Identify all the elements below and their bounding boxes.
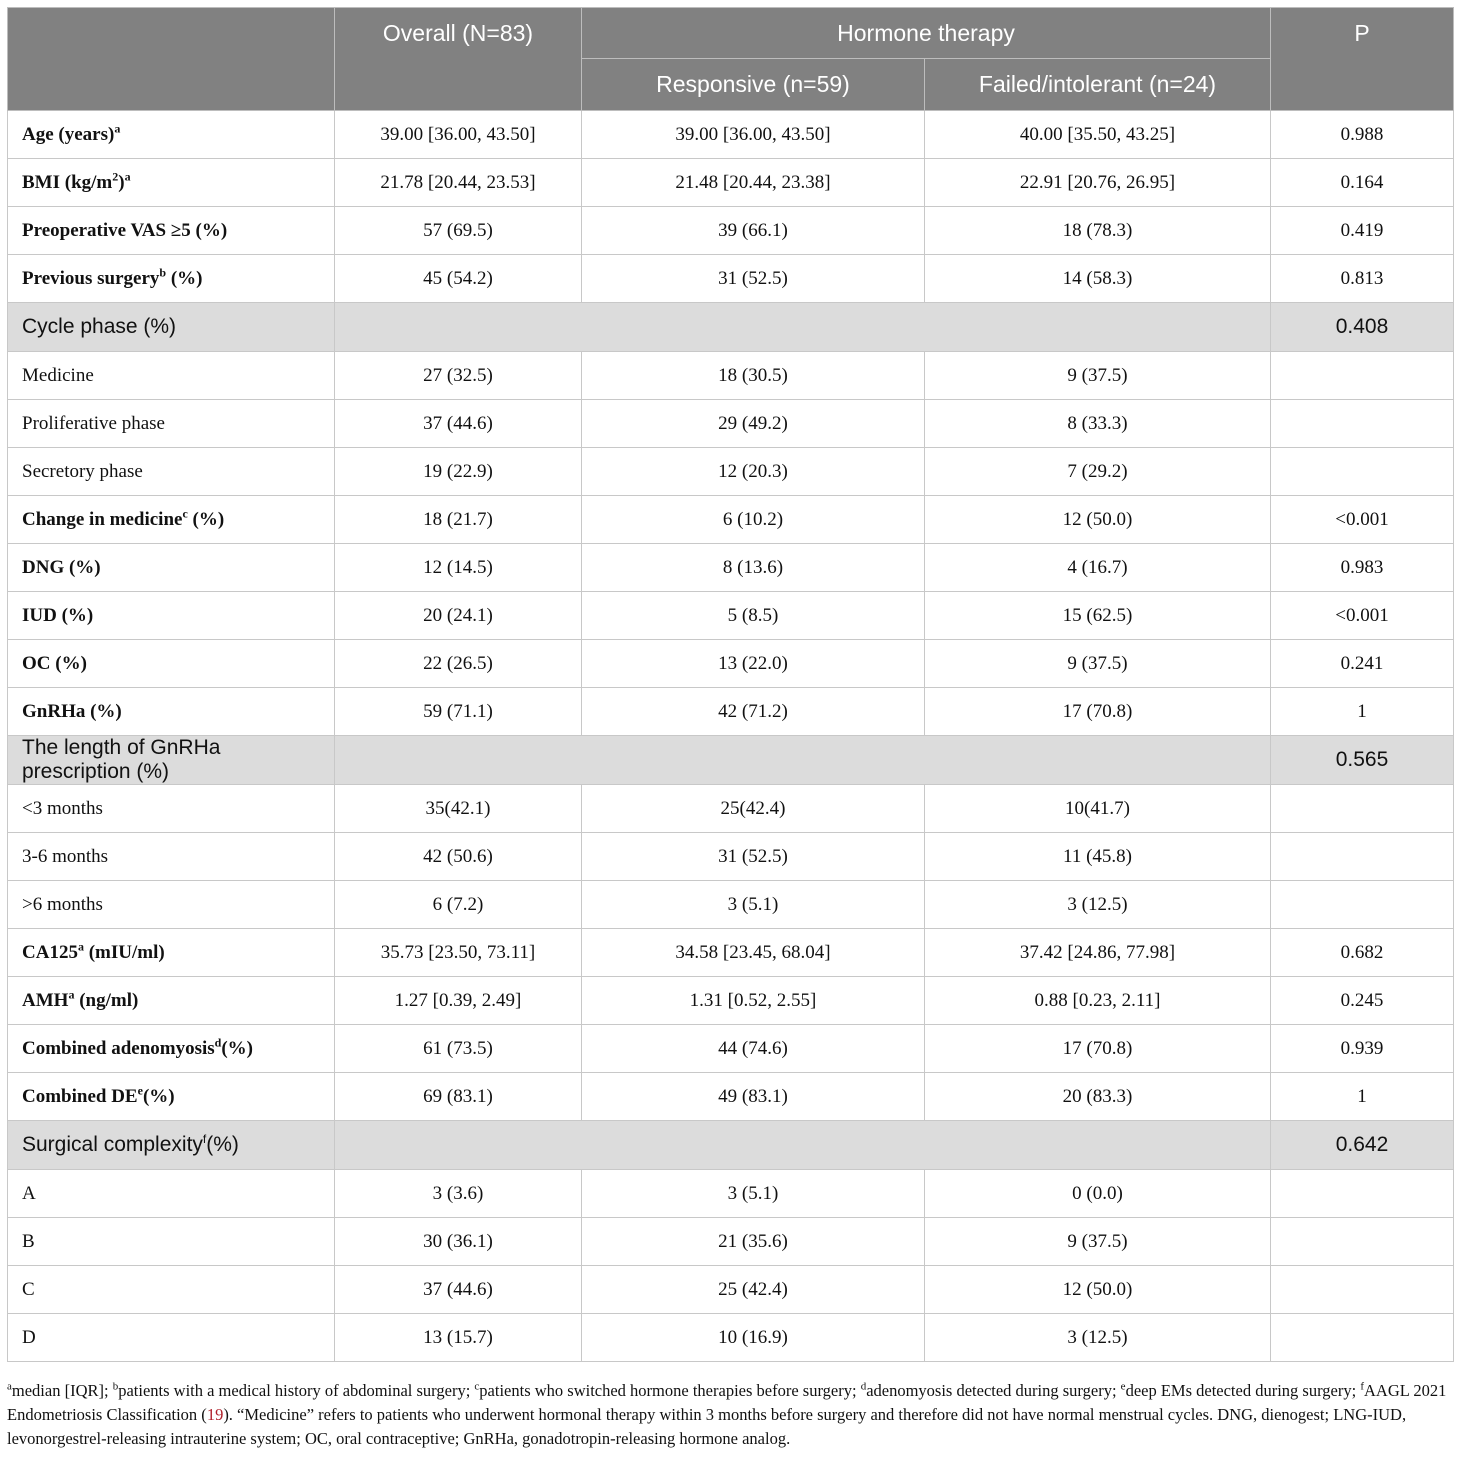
row-label-cell [8,1073,335,1121]
row-label: <3 months [22,797,103,819]
footnote-marker-b: b [112,1380,119,1393]
table-row [8,1266,1454,1314]
table-row [8,400,1454,448]
row-label-suffix: (%) [142,1085,175,1107]
responsive-cell: 8 (13.6) [582,544,925,592]
p-value-cell: 0.408 [1271,303,1454,352]
row-label-suffix: (%) [206,1133,239,1156]
row-label-suffix: (ng/ml) [74,989,139,1011]
overall-cell: 42 (50.6) [335,833,582,881]
row-label: Surgical complexity [22,1133,203,1156]
row-label-cell [8,111,335,159]
failed-cell: 18 (78.3) [925,207,1271,255]
responsive-cell: 34.58 [23.45, 68.04] [582,929,925,977]
responsive-cell: 25 (42.4) [582,1266,925,1314]
table-row [8,352,1454,400]
p-value-cell [1271,833,1454,881]
failed-cell: 37.42 [24.86, 77.98] [925,929,1271,977]
failed-cell: 11 (45.8) [925,833,1271,881]
p-value-cell: <0.001 [1271,592,1454,640]
table-header [8,8,1454,111]
table-row [8,592,1454,640]
footnote-marker-e: e [1120,1380,1126,1393]
responsive-cell: 6 (10.2) [582,496,925,544]
row-label: GnRHa (%) [22,700,122,722]
header-p-value: P [1271,8,1454,111]
failed-cell: 10(41.7) [925,785,1271,833]
responsive-cell: 12 (20.3) [582,448,925,496]
header-overall: Overall (N=83) [335,8,582,111]
row-label-suffix: ) [118,171,125,193]
failed-cell: 12 (50.0) [925,1266,1271,1314]
responsive-cell: 3 (5.1) [582,881,925,929]
overall-cell: 61 (73.5) [335,1025,582,1073]
failed-cell: 0 (0.0) [925,1170,1271,1218]
header-blank-cell [8,8,335,111]
responsive-cell: 31 (52.5) [582,833,925,881]
overall-cell: 20 (24.1) [335,592,582,640]
row-label-suffix: (mIU/ml) [83,941,165,963]
responsive-cell: 25(42.4) [582,785,925,833]
p-value-cell: 0.988 [1271,111,1454,159]
row-label-cell [8,159,335,207]
header-failed-intolerant: Failed/intolerant (n=24) [925,59,1271,111]
footnote-e: deep EMs detected during surgery; [1125,1381,1361,1400]
failed-cell: 9 (37.5) [925,1218,1271,1266]
row-label: B [22,1230,35,1252]
p-value-cell: <0.001 [1271,496,1454,544]
table-row [8,544,1454,592]
row-label-cell [8,736,335,785]
row-label-superscript: d [214,1035,222,1050]
p-value-cell [1271,352,1454,400]
failed-cell: 9 (37.5) [925,352,1271,400]
row-label: BMI (kg/m [22,171,113,193]
table-row [8,640,1454,688]
row-label-cell [8,929,335,977]
responsive-cell: 49 (83.1) [582,1073,925,1121]
table-row [8,785,1454,833]
p-value-cell: 0.939 [1271,1025,1454,1073]
p-value-cell: 0.164 [1271,159,1454,207]
table-row [8,833,1454,881]
row-label: A [22,1182,36,1204]
p-value-cell: 0.241 [1271,640,1454,688]
table-footnote [7,1379,1457,1451]
row-label: >6 months [22,893,103,915]
row-label: DNG (%) [22,556,101,578]
row-label: Medicine [22,364,94,386]
overall-cell: 37 (44.6) [335,400,582,448]
row-label: D [22,1326,36,1348]
overall-cell: 30 (36.1) [335,1218,582,1266]
footnote-marker-f: f [1360,1380,1364,1393]
responsive-cell: 31 (52.5) [582,255,925,303]
p-value-cell: 0.245 [1271,977,1454,1025]
row-label-cell [8,1266,335,1314]
section-row [8,303,1454,352]
failed-cell: 4 (16.7) [925,544,1271,592]
footnote-marker-d: d [860,1380,867,1393]
table-row [8,496,1454,544]
row-label-cell [8,785,335,833]
row-label-cell [8,207,335,255]
row-label-superscript: b [159,265,167,280]
footnote-marker-a: a [7,1380,12,1393]
row-label-superscript: 2 [112,169,119,184]
row-label-cell [8,352,335,400]
row-label: OC (%) [22,652,87,674]
overall-cell: 27 (32.5) [335,352,582,400]
p-value-cell: 0.642 [1271,1121,1454,1170]
p-value-cell [1271,448,1454,496]
row-label-superscript: a [77,939,84,954]
table-row [8,688,1454,736]
overall-cell: 45 (54.2) [335,255,582,303]
responsive-cell: 39 (66.1) [582,207,925,255]
failed-cell: 12 (50.0) [925,496,1271,544]
row-label-suffix: (%) [166,267,203,289]
row-label: AMH [22,989,69,1011]
table-row [8,1314,1454,1362]
row-label: Combined DE [22,1085,138,1107]
table-row [8,448,1454,496]
table-row [8,1073,1454,1121]
table-row [8,929,1454,977]
p-value-cell: 1 [1271,688,1454,736]
failed-cell: 40.00 [35.50, 43.25] [925,111,1271,159]
row-label-superscript: a [68,987,75,1002]
overall-cell: 57 (69.5) [335,207,582,255]
row-label-cell [8,1121,335,1170]
p-value-cell [1271,1170,1454,1218]
responsive-cell: 39.00 [36.00, 43.50] [582,111,925,159]
row-label-superscript: f [202,1132,207,1146]
failed-cell: 8 (33.3) [925,400,1271,448]
overall-cell: 19 (22.9) [335,448,582,496]
overall-cell: 39.00 [36.00, 43.50] [335,111,582,159]
failed-cell: 22.91 [20.76, 26.95] [925,159,1271,207]
table-row [8,977,1454,1025]
overall-cell: 1.27 [0.39, 2.49] [335,977,582,1025]
p-value-cell [1271,881,1454,929]
responsive-cell: 13 (22.0) [582,640,925,688]
overall-cell: 35.73 [23.50, 73.11] [335,929,582,977]
p-value-cell [1271,785,1454,833]
row-label-cell [8,255,335,303]
overall-cell: 37 (44.6) [335,1266,582,1314]
row-label-cell [8,640,335,688]
row-label: Age (years) [22,123,115,145]
p-value-cell [1271,1218,1454,1266]
section-spacer [335,303,1271,352]
failed-cell: 9 (37.5) [925,640,1271,688]
table-row [8,881,1454,929]
row-label-superscript: c [182,506,188,521]
failed-cell: 3 (12.5) [925,881,1271,929]
row-label-superscript: a [124,169,131,184]
table-body [8,111,1454,1362]
responsive-cell: 21 (35.6) [582,1218,925,1266]
row-label-cell [8,448,335,496]
responsive-cell: 18 (30.5) [582,352,925,400]
footnote-rest: ). “Medicine” refers to patients who underwent hormonal therapy within 3 months before surgery and therefore did not have normal menstrual cycles. DNG, dienogest; LNG-IUD, levonorgestrel-releasing intrauterine system; OC, oral contraceptive; GnRHa, gonadotropin-releasing hormone analog. [7,1405,1407,1448]
overall-cell: 21.78 [20.44, 23.53] [335,159,582,207]
failed-cell: 3 (12.5) [925,1314,1271,1362]
baseline-characteristics-table [7,7,1454,1362]
row-label-cell [8,881,335,929]
overall-cell: 35(42.1) [335,785,582,833]
data-table-container [7,7,1453,1362]
overall-cell: 22 (26.5) [335,640,582,688]
p-value-cell: 0.565 [1271,736,1454,785]
row-label-cell [8,688,335,736]
overall-cell: 3 (3.6) [335,1170,582,1218]
failed-cell: 0.88 [0.23, 2.11] [925,977,1271,1025]
table-row [8,1170,1454,1218]
table-row [8,111,1454,159]
failed-cell: 7 (29.2) [925,448,1271,496]
responsive-cell: 5 (8.5) [582,592,925,640]
responsive-cell: 10 (16.9) [582,1314,925,1362]
footnote-c: patients who switched hormone therapies before surgery; [479,1381,861,1400]
row-label: Cycle phase (%) [22,315,177,338]
footnote-f: AAGL 2021 Endometriosis Classification ( [7,1381,1447,1424]
section-spacer [335,736,1271,785]
p-value-cell [1271,1266,1454,1314]
row-label-cell [8,833,335,881]
row-label-cell [8,1314,335,1362]
overall-cell: 12 (14.5) [335,544,582,592]
row-label: Previous surgery [22,267,160,289]
row-label-cell [8,400,335,448]
responsive-cell: 1.31 [0.52, 2.55] [582,977,925,1025]
section-row [8,736,1454,785]
row-label: 3-6 months [22,845,109,867]
header-hormone-therapy: Hormone therapy [582,8,1271,59]
responsive-cell: 44 (74.6) [582,1025,925,1073]
p-value-cell: 1 [1271,1073,1454,1121]
p-value-cell [1271,400,1454,448]
row-label-cell [8,1025,335,1073]
table-row [8,159,1454,207]
row-label: Change in medicine [22,508,183,530]
row-label-cell [8,544,335,592]
row-label-cell [8,592,335,640]
failed-cell: 15 (62.5) [925,592,1271,640]
overall-cell: 6 (7.2) [335,881,582,929]
responsive-cell: 3 (5.1) [582,1170,925,1218]
responsive-cell: 42 (71.2) [582,688,925,736]
row-label-cell [8,1170,335,1218]
p-value-cell [1271,1314,1454,1362]
row-label-cell [8,1218,335,1266]
p-value-cell: 0.813 [1271,255,1454,303]
p-value-cell: 0.419 [1271,207,1454,255]
table-row [8,1025,1454,1073]
row-label: CA125 [22,941,78,963]
row-label: Proliferative phase [22,412,165,434]
overall-cell: 69 (83.1) [335,1073,582,1121]
row-label-suffix: (%) [221,1037,254,1059]
overall-cell: 59 (71.1) [335,688,582,736]
failed-cell: 17 (70.8) [925,1025,1271,1073]
row-label-superscript: a [114,121,121,136]
row-label-cell [8,496,335,544]
section-row [8,1121,1454,1170]
failed-cell: 14 (58.3) [925,255,1271,303]
section-spacer [335,1121,1271,1170]
row-label: Preoperative VAS ≥5 (%) [22,219,228,241]
overall-cell: 18 (21.7) [335,496,582,544]
failed-cell: 17 (70.8) [925,688,1271,736]
footnote-d: adenomyosis detected during surgery; [866,1381,1121,1400]
table-row [8,255,1454,303]
footnote-b: patients with a medical history of abdominal surgery; [118,1381,475,1400]
footnote-marker-c: c [474,1380,480,1393]
reference-link[interactable]: 19 [206,1405,224,1424]
row-label-cell [8,303,335,352]
responsive-cell: 21.48 [20.44, 23.38] [582,159,925,207]
row-label: The length of GnRHa prescription (%) [22,736,221,783]
table-row [8,207,1454,255]
overall-cell: 13 (15.7) [335,1314,582,1362]
failed-cell: 20 (83.3) [925,1073,1271,1121]
p-value-cell: 0.983 [1271,544,1454,592]
p-value-cell: 0.682 [1271,929,1454,977]
responsive-cell: 29 (49.2) [582,400,925,448]
row-label-suffix: (%) [187,508,225,530]
row-label: C [22,1278,35,1300]
row-label-superscript: e [137,1083,143,1098]
row-label-cell [8,977,335,1025]
header-responsive: Responsive (n=59) [582,59,925,111]
row-label: Secretory phase [22,460,143,482]
table-row [8,1218,1454,1266]
row-label: IUD (%) [22,604,94,626]
row-label: Combined adenomyosis [22,1037,215,1059]
footnote-a: median [IQR]; [11,1381,113,1400]
